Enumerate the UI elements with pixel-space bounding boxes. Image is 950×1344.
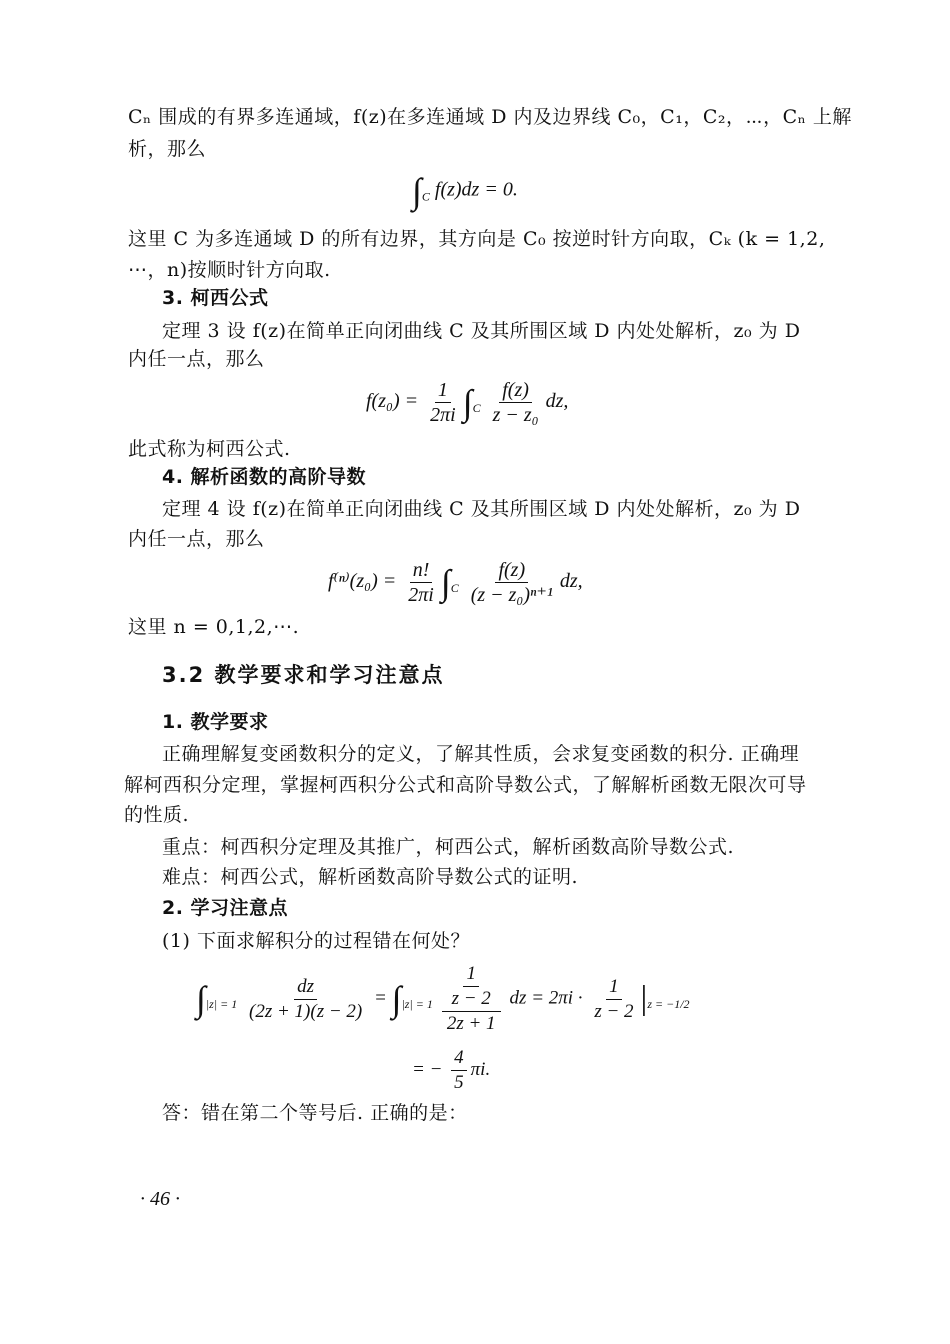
integral-sign: ∫: [462, 382, 473, 423]
denominator: z − z₀: [492, 404, 539, 426]
equation-higher-derivative: [328, 558, 583, 607]
text-line: 内任一点，那么: [128, 348, 265, 370]
subheading: 3. 柯西公式: [162, 287, 269, 309]
text-line: ⋯，n)按顺时针方向取.: [128, 259, 331, 281]
denominator: (z − z₀)ⁿ⁺¹: [470, 584, 553, 606]
subheading: 2. 学习注意点: [162, 897, 289, 919]
integral-subscript: C: [421, 189, 430, 204]
integral-sign: ∫: [412, 171, 422, 211]
text-line: 定理 4 设 f(z)在简单正向闭曲线 C 及其所围区域 D 内处处解析，z₀ 为 D: [162, 498, 801, 520]
text-line: 的性质.: [124, 804, 190, 826]
section-title: 3.2 教学要求和学习注意点: [162, 663, 445, 687]
fraction: [490, 378, 542, 427]
compound-fraction: [442, 962, 501, 1036]
integral-sign: ∫: [391, 979, 402, 1019]
text-line: 答：错在第二个等号后. 正确的是：: [162, 1102, 468, 1124]
text-line: (1) 下面求解积分的过程错在何处？: [162, 930, 470, 952]
denominator: 5: [454, 1072, 464, 1093]
equation-body: f(z)dz = 0.: [434, 178, 518, 201]
numerator: dz: [294, 975, 317, 1000]
numerator: 1: [463, 962, 479, 987]
numerator: 1: [606, 975, 622, 1000]
lhs: f(z₀) =: [366, 390, 419, 413]
numerator: 4: [451, 1046, 467, 1071]
numerator: n!: [410, 558, 433, 583]
integral-sign: ∫: [196, 979, 206, 1019]
fraction: [451, 1046, 467, 1095]
tail: πi.: [470, 1058, 491, 1080]
integral-subscript: C: [450, 581, 459, 596]
text-line: 这里 n = 0,1,2,⋯.: [128, 616, 300, 638]
numerator: [442, 962, 501, 1012]
text-line: 析，那么: [128, 138, 207, 160]
denominator: z − 2: [594, 1000, 634, 1022]
integral-sign: ∫: [440, 562, 451, 603]
text-line: 定理 3 设 f(z)在简单正向闭曲线 C 及其所围区域 D 内处处解析，z₀ 为 D: [162, 320, 801, 342]
numerator: f(z): [499, 378, 532, 403]
inner-fraction: [449, 962, 494, 1011]
equation-exercise: [196, 962, 690, 1036]
page-number: · 46 ·: [140, 1188, 180, 1210]
subheading: 4. 解析函数的高阶导数: [162, 466, 367, 488]
equation-1: [412, 170, 518, 212]
text-line: 重点：柯西积分定理及其推广，柯西公式，解析函数高阶导数公式.: [162, 836, 735, 858]
fraction: [427, 378, 459, 427]
text-line: 此式称为柯西公式.: [128, 438, 291, 460]
evaluation-bar: |: [640, 980, 648, 1017]
text-line: 这里 C 为多连通域 D 的所有边界，其方向是 C₀ 按逆时针方向取，Cₖ (k = 1,2,: [128, 228, 826, 250]
equals: =: [374, 987, 387, 1009]
subheading: 1. 教学要求: [162, 711, 269, 733]
evaluation-subscript: z = −1/2: [647, 997, 690, 1012]
tail: dz,: [559, 570, 583, 593]
denominator: (2z + 1)(z − 2): [249, 1000, 363, 1022]
denominator: z − 2: [451, 988, 491, 1009]
equals-minus: = −: [412, 1058, 443, 1080]
lhs: f⁽ⁿ⁾(z₀) =: [328, 570, 397, 593]
tail: dz,: [545, 390, 569, 413]
integral-subscript: |z| = 1: [401, 997, 433, 1012]
fraction: [468, 558, 556, 607]
denominator: 2πi: [430, 404, 456, 426]
equation-result: [412, 1046, 490, 1095]
integral-subscript: C: [472, 401, 481, 416]
fraction: [246, 975, 365, 1024]
text-line: 难点：柯西公式，解析函数高阶导数公式的证明.: [162, 866, 579, 888]
text-line: Cₙ 围成的有界多连通域，f(z)在多连通域 D 内及边界线 C₀，C₁，C₂，⋯，Cₙ 上解: [128, 106, 852, 128]
text-line: 内任一点，那么: [128, 528, 265, 550]
text-line: 解柯西积分定理，掌握柯西积分公式和高阶导数公式，了解解析函数无限次可导: [124, 774, 807, 796]
fraction: [591, 975, 636, 1024]
numerator: f(z): [495, 558, 528, 583]
integral-subscript: |z| = 1: [205, 997, 238, 1012]
denominator: 2πi: [408, 584, 434, 606]
denominator: 2z + 1: [446, 1013, 496, 1034]
equation-cauchy: [366, 378, 568, 427]
middle-term: dz = 2πi ·: [509, 987, 583, 1009]
text-line: 正确理解复变函数积分的定义，了解其性质，会求复变函数的积分. 正确理: [162, 743, 800, 765]
numerator: 1: [435, 378, 451, 403]
fraction: [405, 558, 437, 607]
